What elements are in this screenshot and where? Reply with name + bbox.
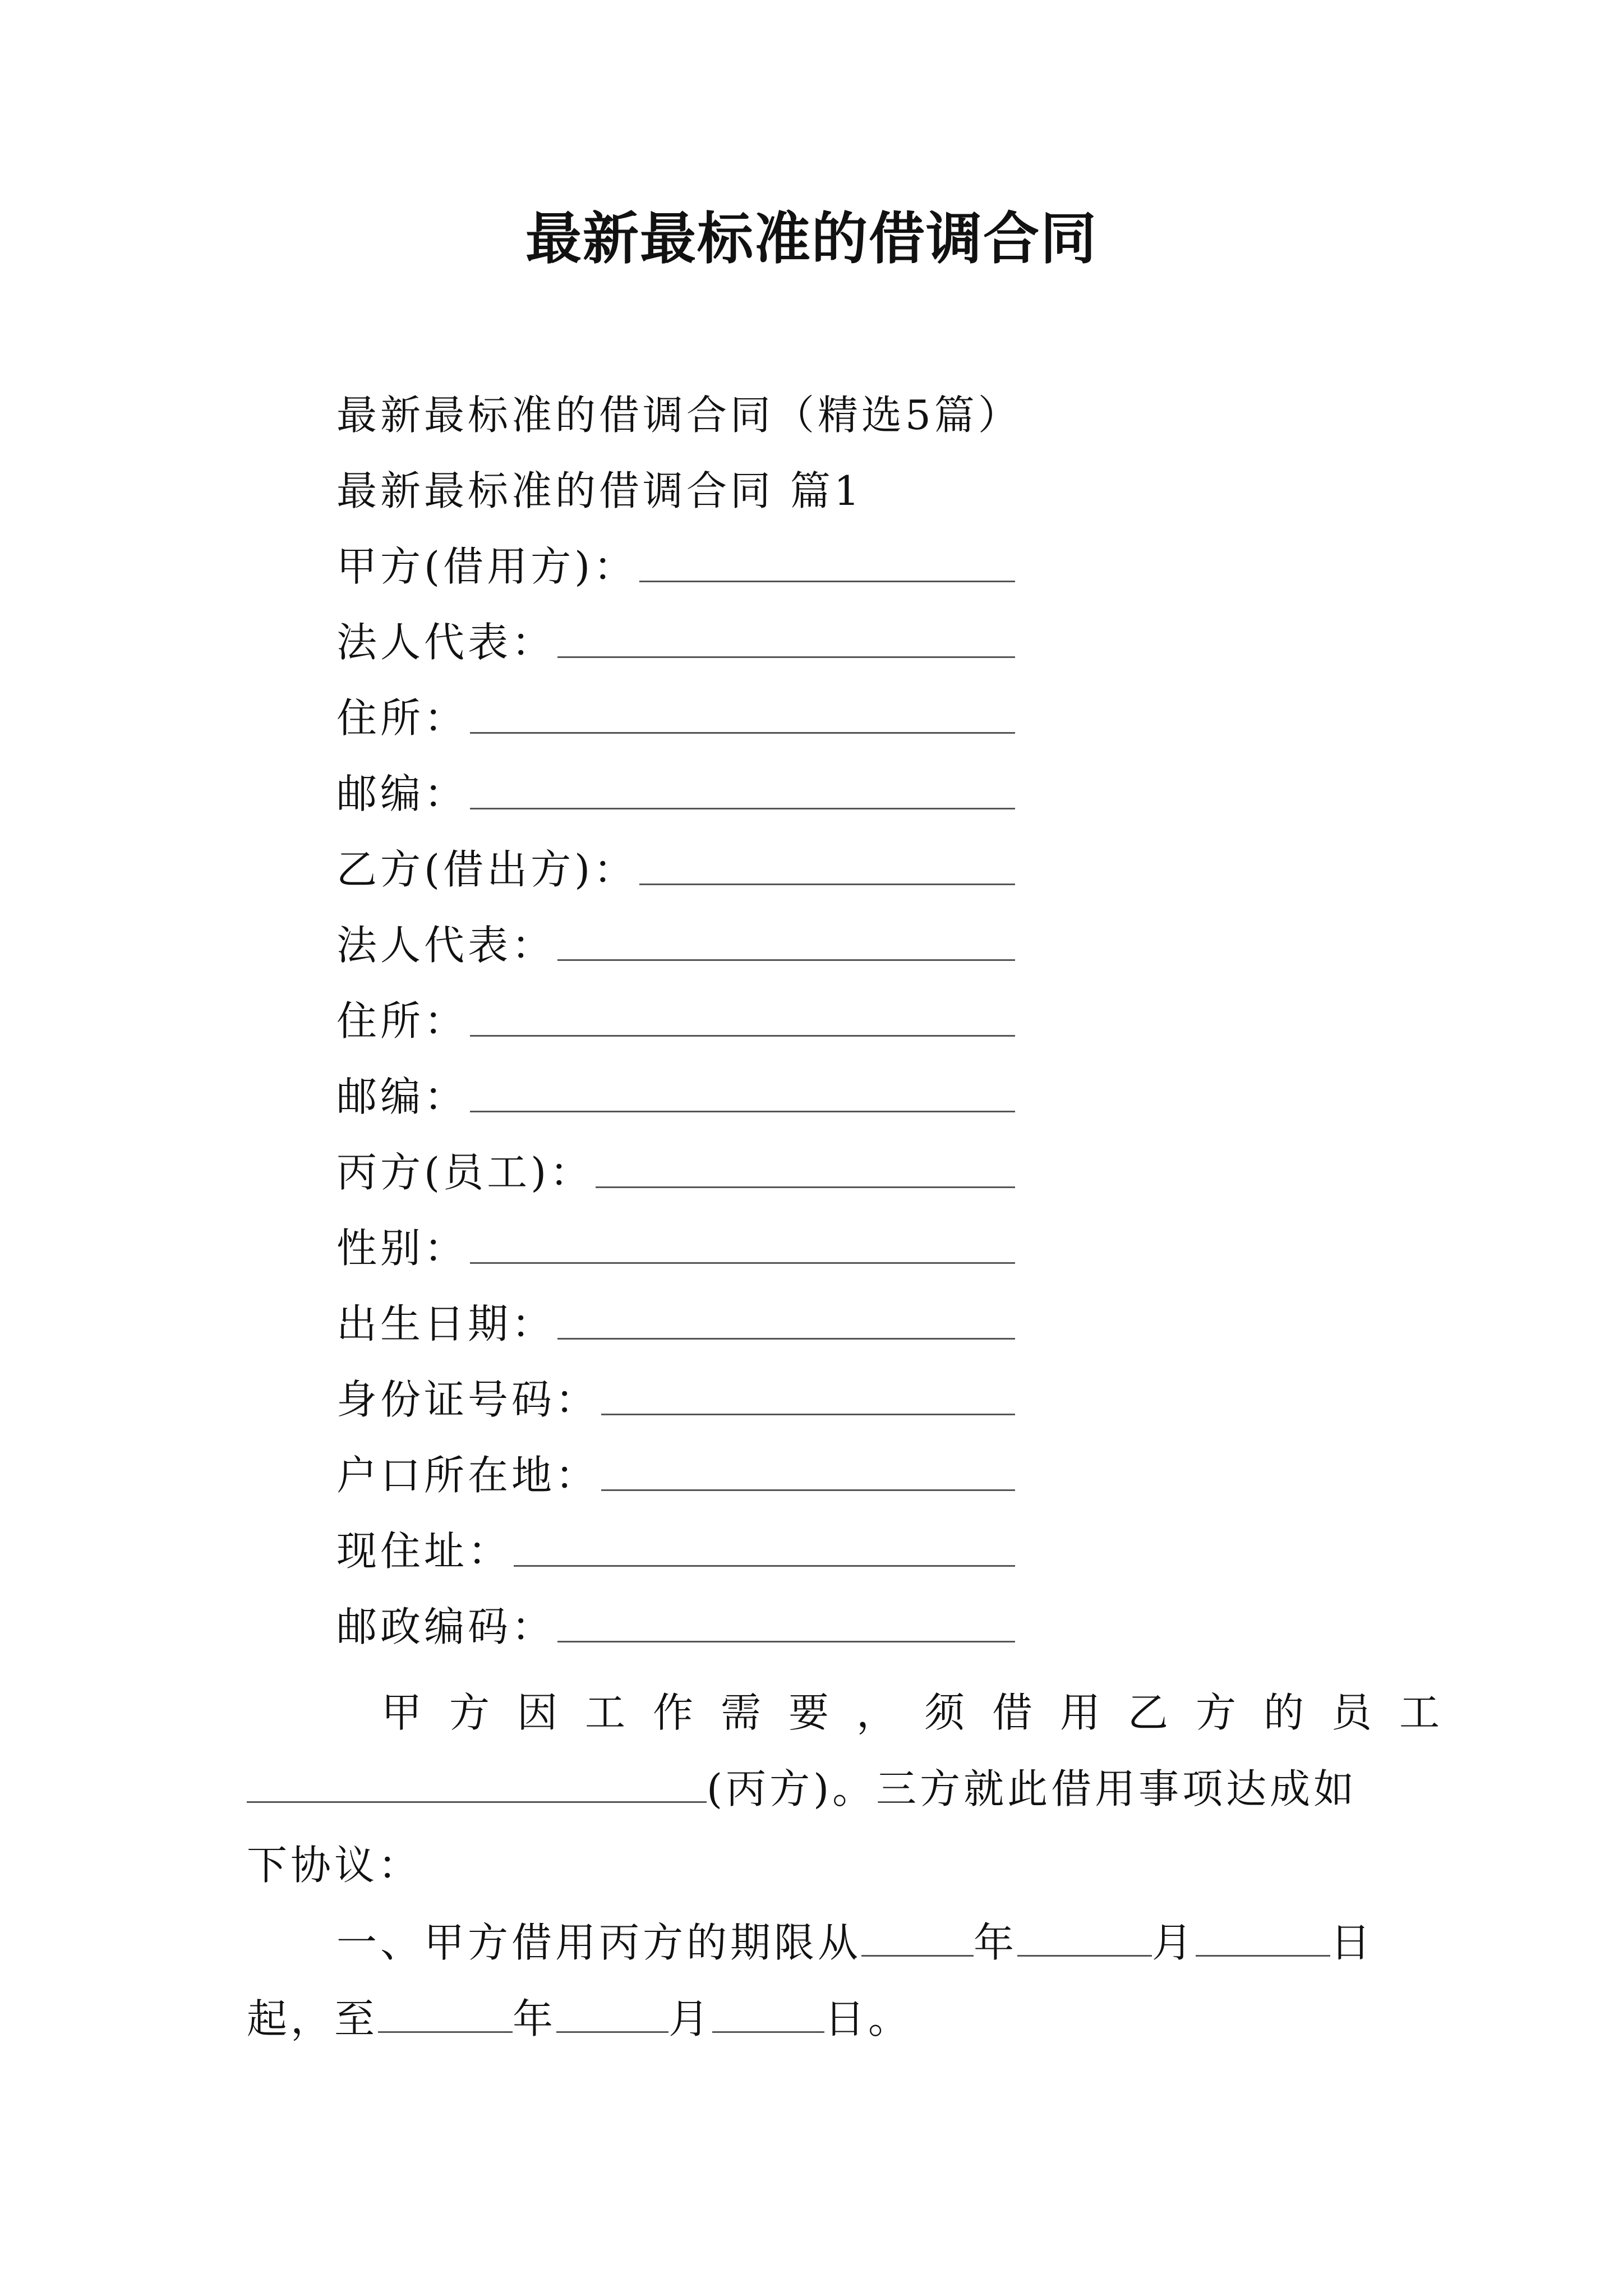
paragraph-line [247,1827,422,1903]
field-label: 住所： [336,694,468,742]
paragraph-line [247,1751,1357,1827]
paragraph-line [247,1981,912,2057]
paragraph-text: 月 [1152,1919,1196,1966]
paragraph-text: 下协议： [247,1842,422,1889]
field-label: 出生日期： [336,1300,556,1347]
fill-blank[interactable] [712,1992,824,2033]
field-gender [336,1220,1015,1276]
paragraph-term [247,1904,1380,2062]
field-label: 法人代表： [336,922,556,969]
paragraph-text: 年 [974,1919,1018,1966]
paragraph-text: 月 [668,1995,713,2042]
paragraph-text: (丙方)。三方就此借用事项达成如 [707,1765,1358,1812]
field-party-b-address [336,993,1015,1049]
fill-blank[interactable] [557,1641,1015,1642]
field-label: 丙方(员工)： [336,1149,594,1196]
fill-blank[interactable] [247,1762,707,1803]
paragraph-text: 一、甲方借用丙方的期限从 [336,1919,862,1966]
field-party-b-postcode [336,1069,1015,1125]
fill-blank[interactable] [557,959,1015,961]
field-hukou [336,1447,1015,1503]
document-title: 最新最标准的借调合同 [525,205,1098,272]
fill-blank[interactable] [556,1992,668,2033]
field-birth-date [336,1296,1015,1352]
field-party-c [336,1144,1015,1200]
fill-blank[interactable] [470,1035,1015,1037]
fill-blank[interactable] [1017,1916,1152,1957]
field-label: 乙方(借出方)： [336,846,638,893]
fill-blank[interactable] [557,656,1015,658]
section-heading: 最新最标准的借调合同 篇1 [336,467,863,514]
field-party-b-rep [336,917,1015,973]
fill-blank[interactable] [1196,1916,1330,1957]
paragraph-borrow-purpose [247,1674,1468,1910]
field-party-a-postcode [336,766,1015,822]
fill-blank[interactable] [639,884,1015,885]
field-label: 住所： [336,997,468,1045]
document-subtitle: 最新最标准的借调合同（精选5篇） [336,392,1022,439]
paragraph-line [381,1674,1468,1751]
fill-blank[interactable] [601,1414,1015,1415]
paragraph-text: 起，至 [247,1995,379,2042]
paragraph-text: 甲方因工作需要，须借用乙方的员工 [381,1689,1468,1736]
fill-blank[interactable] [470,1262,1015,1264]
field-label: 邮政编码： [336,1603,556,1650]
field-label: 甲方(借用方)： [336,543,638,590]
field-postal-code [336,1599,1015,1655]
fill-blank[interactable] [470,1111,1015,1112]
field-label: 性别： [336,1225,468,1272]
paragraph-text: 年 [513,1995,557,2042]
fill-blank[interactable] [861,1916,974,1957]
paragraph-text: 日 [1330,1919,1375,1966]
fill-blank[interactable] [470,732,1015,734]
field-label: 现住址： [336,1527,512,1575]
field-party-a [336,539,1015,595]
field-label: 户口所在地： [336,1452,600,1499]
fill-blank[interactable] [378,1992,513,2033]
field-party-a-rep [336,614,1015,670]
field-label: 邮编： [336,1073,468,1120]
field-party-a-address [336,690,1015,746]
fill-blank[interactable] [601,1489,1015,1491]
field-current-address [336,1523,1015,1579]
fill-blank[interactable] [514,1565,1015,1567]
field-label: 身份证号码： [336,1376,600,1423]
field-label: 法人代表： [336,619,556,666]
paragraph-text: 日。 [824,1995,912,2042]
paragraph-line [336,1904,1374,1981]
field-label: 邮编： [336,770,468,817]
field-party-b [336,841,1015,898]
fill-blank[interactable] [470,808,1015,809]
field-id-number [336,1372,1015,1428]
fill-blank[interactable] [557,1338,1015,1340]
fill-blank[interactable] [596,1186,1015,1188]
fill-blank[interactable] [639,581,1015,582]
